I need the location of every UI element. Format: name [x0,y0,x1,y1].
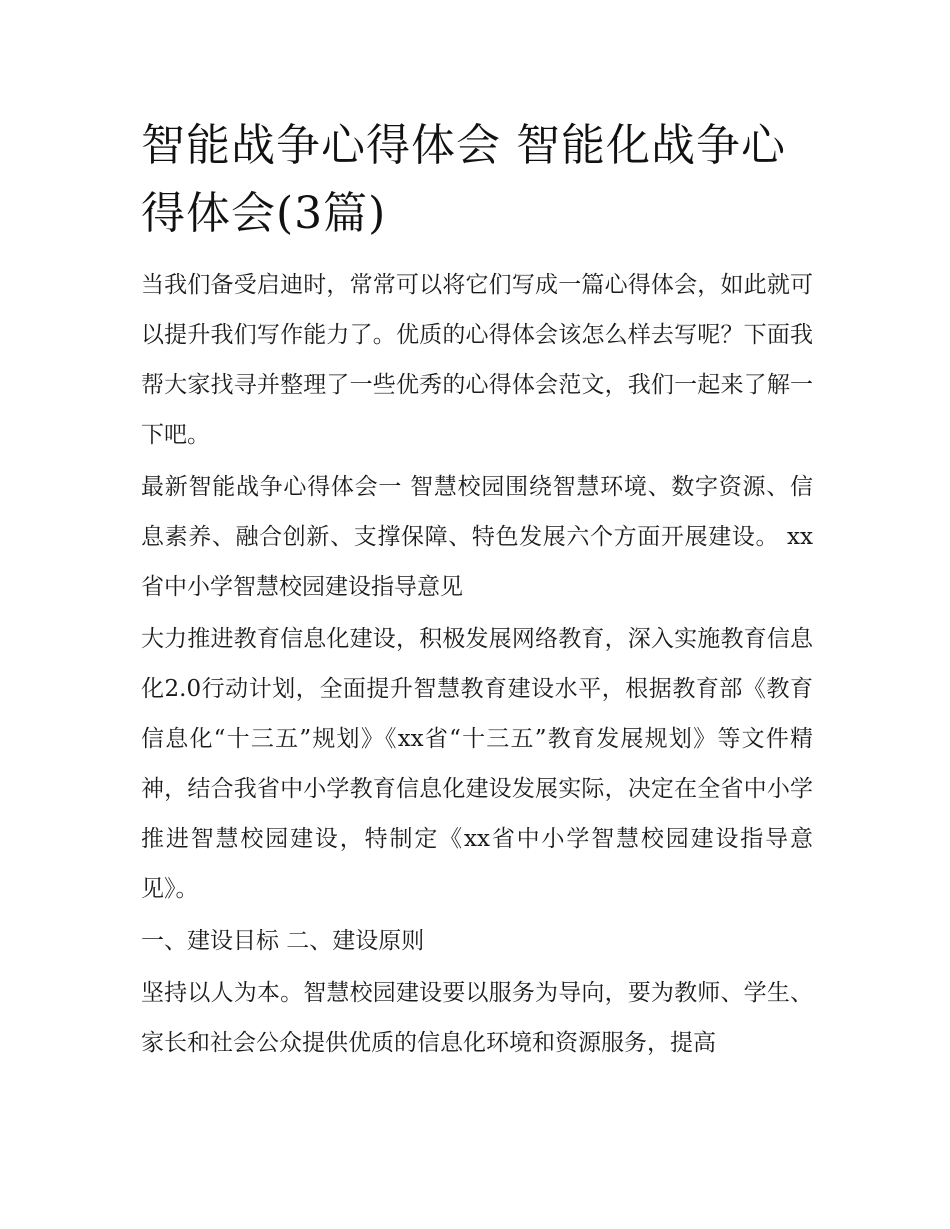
section-one-paragraph: 最新智能战争心得体会一 智慧校园围绕智慧环境、数字资源、信息素养、融合创新、支撑保障、特色发展六个方面开展建设。 xx省中小学智慧校园建设指导意见 [141,474,813,600]
document-body [141,112,813,1070]
policy-paragraph: 大力推进教育信息化建设，积极发展网络教育，深入实施教育信息化2.0行动计划，全面提升智慧教育建设水平，根据教育部《教育信息化“十三五”规划》《xx省“十三五”教育发展规划》等文件精神，结合我省中小学教育信息化建设发展实际，决定在全省中小学推进智慧校园建设，特制定《xx省中小学智慧校园建设指导意见》。 [141,626,813,902]
section-headings: 一、建设目标 二、建设原则 [141,928,425,954]
document-title: 智能战争心得体会 智能化战争心得体会(3篇) [141,120,786,239]
intro-paragraph: 当我们备受启迪时，常常可以将它们写成一篇心得体会，如此就可以提升我们写作能力了。优质的心得体会该怎么样去写呢？下面我帮大家找寻并整理了一些优秀的心得体会范文，我们一起来了解一下吧。 [141,272,813,448]
principle-paragraph: 坚持以人为本。智慧校园建设要以服务为导向，要为教师、学生、家长和社会公众提供优质的信息化环境和资源服务，提高 [141,980,813,1056]
